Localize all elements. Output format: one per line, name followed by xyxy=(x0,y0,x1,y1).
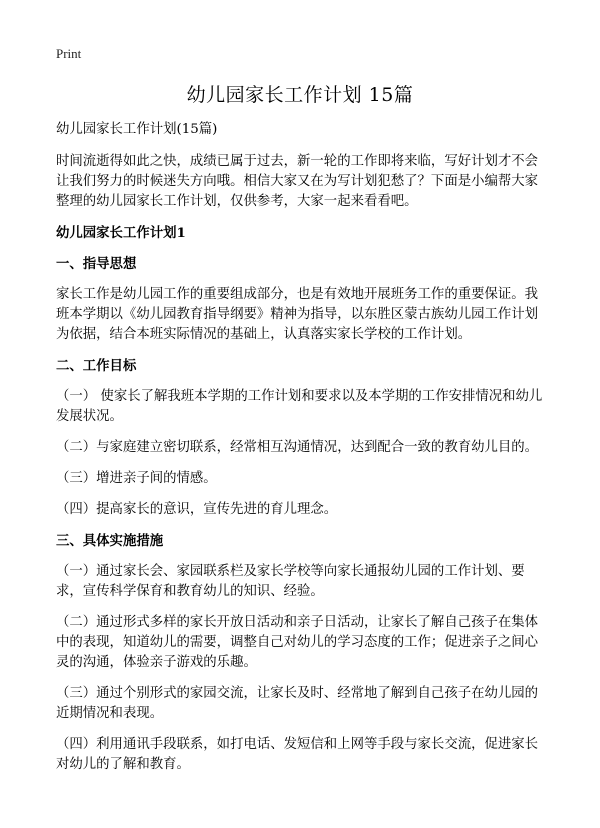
section-paragraph: （二）与家庭建立密切联系，经常相互沟通情况，达到配合一致的教育幼儿目的。 xyxy=(56,440,539,455)
intro-paragraph: 时间流逝得如此之快，成绩已属于过去，新一轮的工作即将来临，写好计划才不会让我们努力的时候迷失方向哦。相信大家又在为写计划犯愁了？下面是小编帮大家整理的幼儿园家长工作计划，仅供参考，大家一起来看看吧。 xyxy=(56,154,539,209)
section-heading-work-goals: 二、工作目标 xyxy=(56,358,137,374)
section-heading-guiding-ideology: 一、指导思想 xyxy=(56,256,137,272)
section-paragraph: （四）利用通讯手段联系，如打电话、发短信和上网等手段与家长交流，促进家长对幼儿的了解和教育。 xyxy=(56,737,539,772)
section-paragraph: （三）增进亲子间的情感。 xyxy=(56,471,217,486)
document-body xyxy=(56,120,548,786)
section-paragraph: （三）通过个别形式的家园交流，让家长及时、经常地了解到自己孩子在幼儿园的近期情况和表现。 xyxy=(56,686,539,721)
section-paragraph: 家长工作是幼儿园工作的重要组成部分，也是有效地开展班务工作的重要保证。我班本学期以《幼儿园教育指导纲要》精神为指导，以东胜区蒙古族幼儿园工作计划为依据，结合本班实际情况的基础上，认真落实家长学校的工作计划。 xyxy=(56,287,539,342)
document-title: 幼儿园家长工作计划 15篇 xyxy=(186,84,414,106)
section-paragraph: （四）提高家长的意识，宣传先进的育儿理念。 xyxy=(56,502,338,517)
section-paragraph: （二）通过形式多样的家长开放日活动和亲子日活动，让家长了解自己孩子在集体中的表现，知道幼儿的需要，调整自己对幼儿的学习态度的工作；促进亲子之间心灵的沟通，体验亲子游戏的乐趣。 xyxy=(56,615,539,670)
print-label: Print xyxy=(56,46,82,61)
plan-heading: 幼儿园家长工作计划1 xyxy=(56,225,186,241)
section-paragraph: （一）通过家长会、家园联系栏及家长学校等向家长通报幼儿园的工作计划、要求，宣传科学保育和教育幼儿的知识、经验。 xyxy=(56,564,525,599)
section-paragraph: （一） 使家长了解我班本学期的工作计划和要求以及本学期的工作安排情况和幼儿发展状况。 xyxy=(56,389,543,424)
section-heading-measures: 三、具体实施措施 xyxy=(56,533,164,549)
document-subtitle: 幼儿园家长工作计划(15篇) xyxy=(56,122,218,137)
